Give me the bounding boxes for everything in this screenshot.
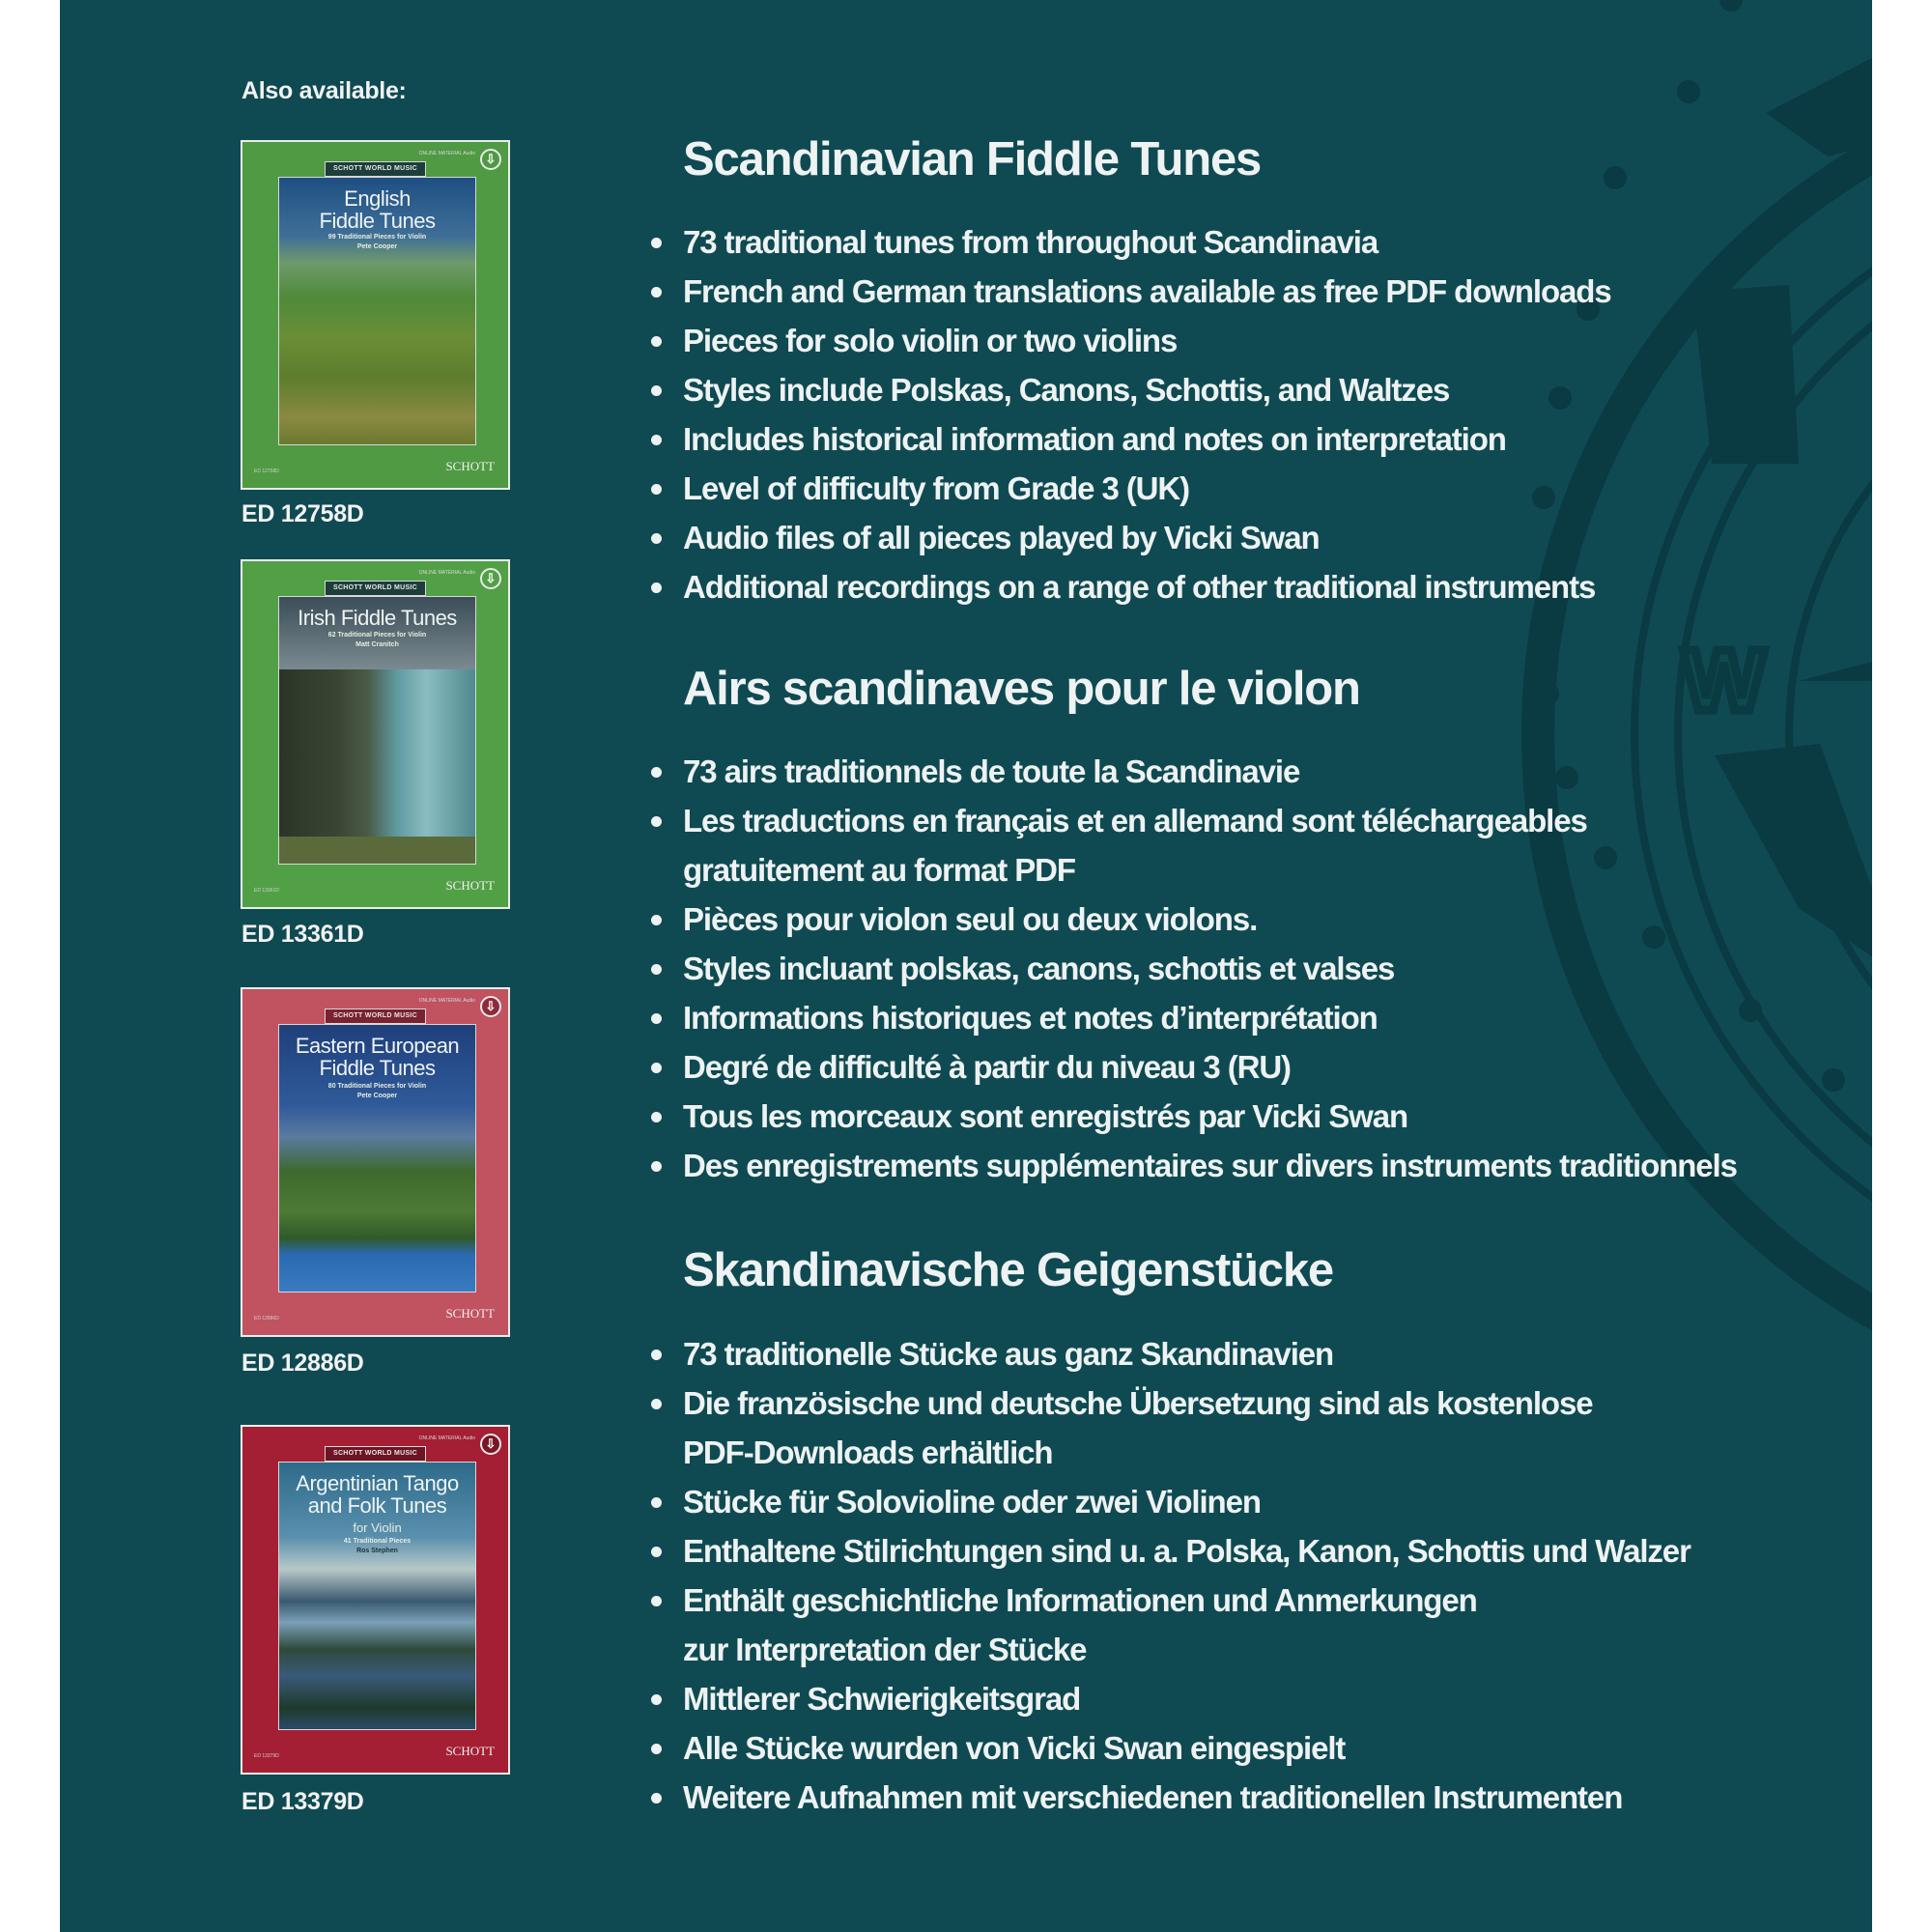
download-icon: ⇩ (480, 149, 501, 170)
cover-author: Pete Cooper (356, 1093, 398, 1099)
list-item: Includes historical information and notes on interpretation (649, 414, 1611, 464)
bullet-icon (651, 336, 662, 347)
bullet-icon (651, 1399, 662, 1409)
bullet-icon (651, 1497, 662, 1508)
download-icon: ⇩ (480, 1434, 501, 1455)
book-cover-irish-fiddle-tunes[interactable] (241, 559, 510, 909)
section-heading-english: Scandinavian Fiddle Tunes (683, 133, 1262, 185)
list-item: Weitere Aufnahmen mit verschiedenen traditionellen Instrumenten (649, 1773, 1690, 1822)
bullet-icon (651, 1547, 662, 1557)
feature-list-german (649, 1329, 1690, 1822)
list-item: Additional recordings on a range of other traditional instruments (649, 562, 1611, 611)
cover-title: English Fiddle Tunes (319, 186, 436, 233)
list-item: French and German translations available as free PDF downloads (649, 267, 1611, 316)
list-item: Audio files of all pieces played by Vicki Swan (649, 513, 1611, 562)
series-label: SCHOTT WORLD MUSIC (325, 1009, 426, 1024)
publisher-logo: SCHOTT (445, 1744, 495, 1758)
list-item: 73 airs traditionnels de toute la Scandinavie (649, 747, 1737, 796)
bullet-icon (651, 1350, 662, 1360)
bullet-icon (651, 582, 662, 593)
also-available-label: Also available: (242, 77, 407, 104)
bullet-icon (651, 1013, 662, 1024)
list-item: Level of difficulty from Grade 3 (UK) (649, 464, 1611, 513)
section-heading-german: Skandinavische Geigenstücke (683, 1244, 1333, 1296)
list-item: 73 traditionelle Stücke aus ganz Skandinavien (649, 1329, 1690, 1378)
bullet-icon (651, 287, 662, 298)
publisher-logo: SCHOTT (445, 1306, 495, 1321)
online-material-label: ONLINE MATERIAL Audio (418, 998, 475, 1004)
cover-subtitle-violin: for Violin (353, 1520, 402, 1535)
list-item: Informations historiques et notes d’interprétation (649, 993, 1737, 1042)
bullet-icon (651, 767, 662, 778)
bullet-icon (651, 385, 662, 396)
book-code: ED 12758D (242, 500, 364, 527)
cover-author: Pete Cooper (356, 243, 398, 250)
list-item: Alle Stücke wurden von Vicki Swan eingespielt (649, 1723, 1690, 1773)
list-item: Pièces pour violon seul ou deux violons. (649, 895, 1737, 944)
bullet-icon (651, 964, 662, 975)
list-item: Des enregistrements supplémentaires sur divers instruments traditionnels (649, 1141, 1737, 1190)
list-item: Les traductions en français et en allemand sont téléchargeables (649, 796, 1737, 845)
publisher-logo: SCHOTT (445, 459, 495, 473)
series-label: SCHOTT WORLD MUSIC (325, 1446, 426, 1462)
bullet-icon (651, 238, 662, 248)
cover-photo-cliffs (278, 596, 476, 865)
book-code: ED 12886D (242, 1350, 364, 1377)
bullet-icon (651, 1161, 662, 1172)
list-item: Enthält geschichtliche Informationen und Anmerkungen (649, 1576, 1690, 1625)
bullet-icon (651, 1063, 662, 1073)
list-item: Stücke für Solovioline oder zwei Violinen (649, 1477, 1690, 1526)
book-cover-argentinian-tango[interactable] (241, 1425, 510, 1775)
cover-author: Ros Stephen (356, 1548, 398, 1554)
bullet-icon (651, 1793, 662, 1804)
cover-subtitle: 41 Traditional Pieces (343, 1538, 412, 1545)
bullet-icon (651, 1744, 662, 1754)
cover-title: Argentinian Tango and Folk Tunes (296, 1471, 459, 1518)
book-cover-english-fiddle-tunes[interactable] (241, 140, 510, 490)
feature-list-french (649, 747, 1737, 1190)
cover-title: Eastern European Fiddle Tunes (295, 1034, 460, 1080)
list-item-continuation: gratuitement au format PDF (683, 852, 1075, 888)
bullet-icon (651, 1596, 662, 1606)
series-label: SCHOTT WORLD MUSIC (325, 581, 426, 596)
bullet-icon (651, 1112, 662, 1122)
cover-code-small: ED 13361D (254, 888, 279, 894)
cover-author: Matt Cranitch (355, 641, 399, 648)
cover-subtitle: 99 Traditional Pieces for Violin (327, 234, 427, 241)
bullet-icon (651, 484, 662, 495)
list-item: Pieces for solo violin or two violins (649, 316, 1611, 365)
cover-code-small: ED 13379D (254, 1753, 279, 1759)
cover-code-small: ED 12758D (254, 469, 279, 474)
book-code: ED 13361D (242, 921, 364, 948)
online-material-label: ONLINE MATERIAL Audio (418, 1435, 475, 1441)
online-material-label: ONLINE MATERIAL Audio (418, 151, 475, 156)
list-item: Styles incluant polskas, canons, schottis et valses (649, 944, 1737, 993)
list-item-continuation: PDF-Downloads erhältlich (683, 1435, 1053, 1470)
back-cover-panel (60, 0, 1872, 1932)
list-item: Mittlerer Schwierigkeitsgrad (649, 1674, 1690, 1723)
cover-title: Irish Fiddle Tunes (298, 606, 457, 630)
list-item: Enthaltene Stilrichtungen sind u. a. Polska, Kanon, Schottis und Walzer (649, 1526, 1690, 1576)
cover-subtitle: 80 Traditional Pieces for Violin (327, 1083, 427, 1090)
cover-photo-lake (278, 1462, 476, 1730)
publisher-logo: SCHOTT (445, 878, 495, 893)
svg-text:W: W (1683, 633, 1765, 729)
cover-photo-lake-church (278, 1024, 476, 1293)
online-material-label: ONLINE MATERIAL Audio (418, 570, 475, 576)
bullet-icon (651, 435, 662, 445)
book-code: ED 13379D (242, 1788, 364, 1815)
section-heading-french: Airs scandinaves pour le violon (683, 663, 1360, 715)
cover-photo-landscape (278, 177, 476, 445)
bullet-icon (651, 915, 662, 925)
list-item: Tous les morceaux sont enregistrés par Vicki Swan (649, 1092, 1737, 1141)
list-item-continuation: zur Interpretation der Stücke (683, 1632, 1087, 1667)
cover-subtitle: 62 Traditional Pieces for Violin (327, 632, 427, 639)
cover-code-small: ED 12886D (254, 1316, 279, 1321)
book-cover-eastern-european-fiddle-tunes[interactable] (241, 987, 510, 1337)
bullet-icon (651, 1694, 662, 1705)
feature-list-english (649, 217, 1611, 611)
list-item: Degré de difficulté à partir du niveau 3 (RU) (649, 1042, 1737, 1092)
download-icon: ⇩ (480, 568, 501, 589)
bullet-icon (651, 816, 662, 827)
list-item: 73 traditional tunes from throughout Scandinavia (649, 217, 1611, 267)
list-item: Die französische und deutsche Übersetzung sind als kostenlose (649, 1378, 1690, 1428)
download-icon: ⇩ (480, 996, 501, 1017)
series-label: SCHOTT WORLD MUSIC (325, 161, 426, 177)
bullet-icon (651, 533, 662, 544)
list-item: Styles include Polskas, Canons, Schottis, and Waltzes (649, 365, 1611, 414)
